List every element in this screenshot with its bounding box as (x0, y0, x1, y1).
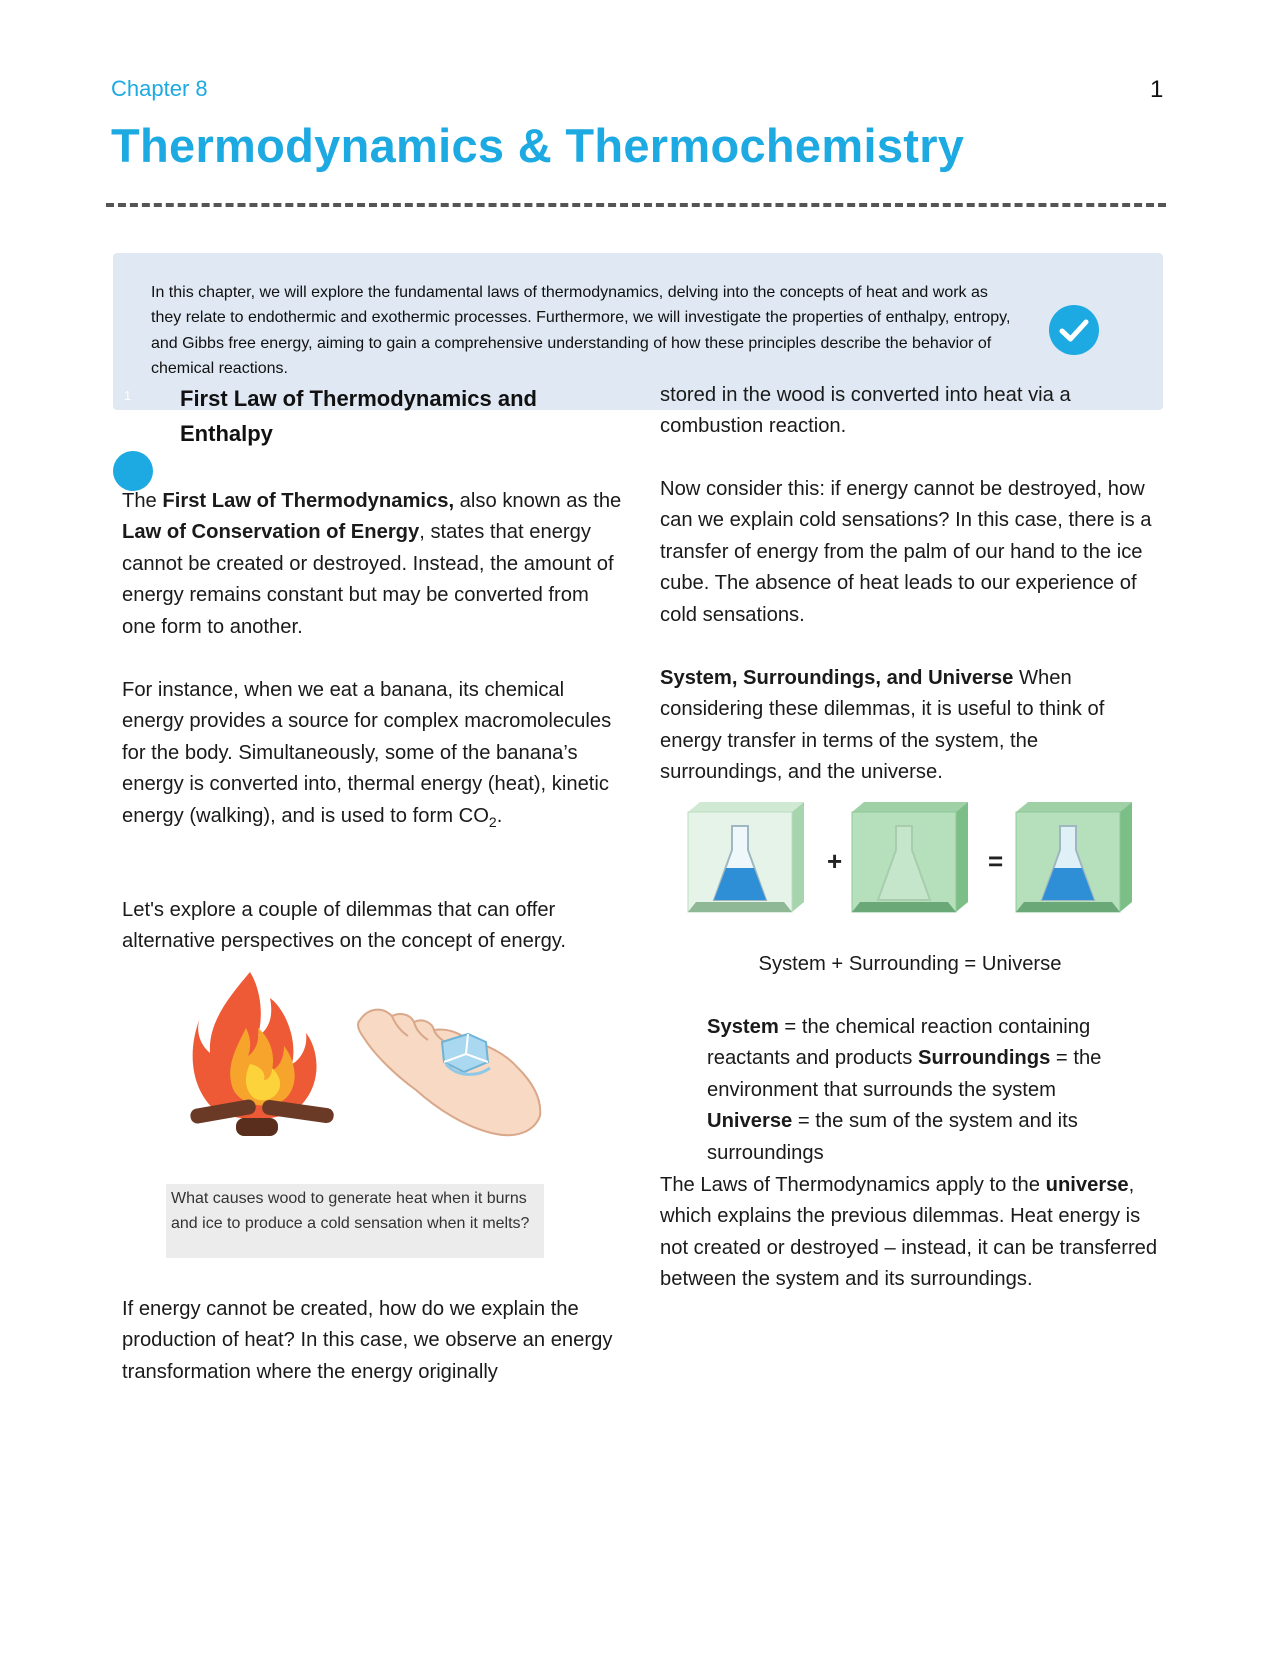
paragraph-banana-example: For instance, when we eat a banana, its chemical energy provides a source for complex macromolecules for the body. Simultaneously, some of the banana’s energy is converted into, thermal energy (heat), kinetic energy (walking), and is used to form $CO_2$. (122, 679, 612, 830)
term-first-law: First Law of Thermodynamics, (162, 490, 455, 512)
paragraph-combustion: stored in the wood is converted into heat via a combustion reaction. (660, 384, 1071, 438)
section-marker-dot (113, 451, 153, 491)
definitions-block: System = the chemical reaction containing reactants and products Surroundings = the environment that surrounds the system Universe = the sum of the system and its surroundings (707, 1016, 1102, 1164)
campfire-illustration (188, 968, 338, 1146)
section-number: 1 (124, 388, 132, 403)
term-universe: Universe (707, 1110, 793, 1133)
system-surroundings-universe-figure (682, 798, 1138, 920)
term-conservation-of-energy: Law of Conservation of Energy (122, 521, 420, 544)
plus-sign: + (827, 846, 843, 876)
paragraph-dilemmas: Let's explore a couple of dilemmas that can offer alternative perspectives on the concept of energy. (122, 899, 567, 953)
paragraph-cold-sensation: Now consider this: if energy cannot be destroyed, how can we explain cold sensations? In this case, there is a transfer of energy from the palm of our hand to the ice cube. The absence of heat leads to our experience of cold sensations. (660, 478, 1152, 626)
beakers-figure-caption: System + Surrounding = Universe (758, 953, 1062, 975)
paragraph-laws-apply-universe: The Laws of Thermodynamics apply to the universe, which explains the previous dilemmas. Heat energy is not created or destroyed – instead, it can be transferred between the system and its surroundings. (660, 1174, 1158, 1291)
dashed-divider (106, 203, 1166, 207)
check-circle-icon (1048, 304, 1100, 356)
paragraph-first-law: The First Law of Thermodynamics, also known as the Law of Conservation of Energy, states that energy cannot be created or destroyed. Instead, the amount of energy remains constant but may be converted from one form to another. (122, 490, 622, 638)
figure-caption-text: What causes wood to generate heat when it burns and ice to produce a cold sensation when it melts? (171, 1190, 530, 1232)
term-surroundings: Surroundings (917, 1047, 1051, 1070)
intro-text: In this chapter, we will explore the fundamental laws of thermodynamics, delving into the concepts of heat and work as they relate to endothermic and exothermic processes. Furthermore, we will investigate the properties of enthalpy, entropy, and Gibbs free energy, aiming to gain a comprehensive understanding of how these principles describe the behavior of chemical reactions. (151, 284, 1011, 378)
section-heading: First Law of Thermodynamics and Enthalpy (180, 386, 537, 446)
chapter-label: Chapter 8 (111, 76, 208, 101)
term-universe-emphasis: universe (1045, 1174, 1129, 1196)
paragraph-system-surroundings: System, Surroundings, and Universe When considering these dilemmas, it is useful to think of energy transfer in terms of the system, the surroundings, and the universe. (660, 667, 1105, 784)
hand-with-ice-illustration (356, 998, 544, 1138)
term-system: System (707, 1016, 779, 1038)
page-number: 1 (1150, 76, 1164, 103)
term-system-surroundings-universe: System, Surroundings, and Universe (660, 667, 1014, 689)
system-box (688, 802, 804, 912)
universe-box (1016, 802, 1132, 912)
page-title: Thermodynamics & Thermochemistry (111, 119, 965, 172)
equals-sign: = (988, 846, 1004, 876)
surroundings-box (852, 802, 968, 912)
paragraph-heat-production: If energy cannot be created, how do we explain the production of heat? In this case, we observe an energy transformation where the energy originally (122, 1298, 613, 1383)
